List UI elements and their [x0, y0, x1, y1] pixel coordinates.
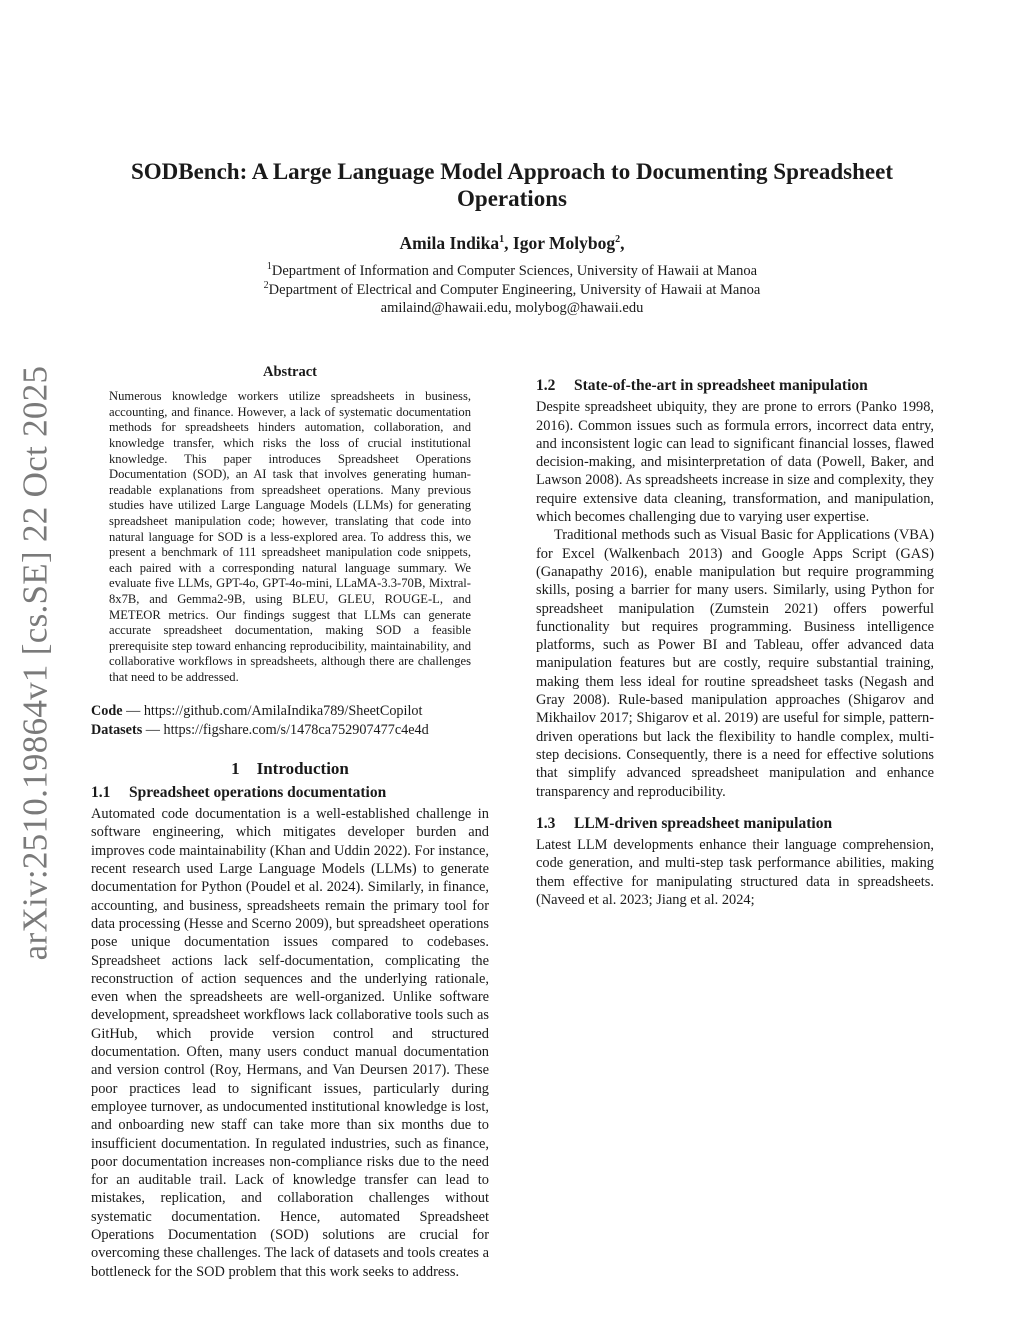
affiliation-marker: 2: [263, 279, 269, 291]
code-url[interactable]: https://github.com/AmilaIndika789/SheetCopilot: [143, 702, 423, 719]
subsection-title: Spreadsheet operations documentation: [129, 783, 387, 801]
affiliation-line: [90, 281, 934, 300]
subsection-title: LLM-driven spreadsheet manipulation: [574, 814, 833, 832]
affiliation-text: Department of Electrical and Computer Engineering, University of Hawaii at Manoa: [268, 281, 761, 298]
affiliation-marker: 1: [266, 261, 272, 273]
datasets-link-line: Datasets — https://figshare.com/s/1478ca752907477c4e4d: [91, 721, 429, 738]
sota-paragraph-2: Traditional methods such as Visual Basic for Applications (VBA) for Excel (Walkenbach 2013) and Google Apps Script (GAS) (Ganapathy 2016), enable manipulation but require programming skills, posing a barrier for many users. Similarly, using Python for spreadsheet manipulation (Zumstein 2021) offers powerful functionality but requires programming. Business intelligence platforms, such as Power BI and Tableau, offer advanced data manipulation features but are costly, require substantial training, making them less ideal for routine spreadsheet tasks (Negash and Gray 2008). Rule-based manipulation approaches (Shigarov and Mikhailov 2017; Shigarov et al. 2019) are useful for simple, pattern-driven operations but lack the flexibility to handle complex, multi-step decisions. Consequently, there is a need for effective solutions that simplify advanced spreadsheet manipulation and enhance transparency and reproducibility.: [536, 527, 934, 800]
section-title: Introduction: [256, 758, 349, 778]
subsection-number: 1.2: [536, 377, 556, 394]
affiliations: [90, 262, 934, 318]
arxiv-identifier: arXiv:2510.19864v1 [cs.SE] 22 Oct 2025: [15, 365, 55, 960]
paper-title: SODBench: A Large Language Model Approach to Documenting Spreadsheet Operations: [130, 159, 894, 211]
spacer: [536, 801, 934, 815]
left-column: [91, 363, 489, 1281]
author-name: Amila Indika: [399, 233, 500, 253]
datasets-url[interactable]: https://figshare.com/s/1478ca752907477c4e4d: [163, 721, 429, 738]
abstract-text: Numerous knowledge workers utilize spreadsheets in business, accounting, and finance. However, a lack of systematic documentation methods for spreadsheets hinders automation, collaboration, and knowledge transfer, which risks the loss of crucial institutional knowledge. This paper introduces Spreadsheet Operations Documentation (SOD), an AI task that involves generating human-readable explanations from spreadsheet operations. Many previous studies have utilized Large Language Models (LLMs) for generating spreadsheet manipulation code; however, translating that code into natural language for SOD is a less-explored area. To address this, we present a benchmark of 111 spreadsheet manipulation code snippets, each paired with a corresponding natural language summary. We evaluate five LLMs, GPT-4o, GPT-4o-mini, LLaMA-3.3-70B, Mixtral-8x7B, and Gemma2-9B, using BLEU, GLEU, ROUGE-L, and METEOR metrics. Our findings suggest that LLMs can generate accurate spreadsheet documentation, making SOD a feasible prerequisite step toward enhancing reproducibility, maintainability, and collaborative workflows in spreadsheets, although there are challenges that need to be addressed.: [109, 389, 471, 684]
affiliation-text: Department of Information and Computer Sciences, University of Hawaii at Manoa: [271, 263, 758, 279]
code-label: Code: [91, 702, 123, 719]
subsection-number: 1.1: [91, 783, 111, 801]
section-heading-introduction: [91, 760, 489, 778]
code-link-line: Code — https://github.com/AmilaIndika789/SheetCopilot: [91, 702, 423, 719]
affiliation-line: [90, 262, 934, 281]
datasets-label: Datasets: [91, 721, 143, 738]
author-affiliation-marker: 1: [499, 234, 505, 246]
spacer: [536, 363, 934, 377]
author-emails: amilaind@hawaii.edu, molybog@hawaii.edu: [380, 300, 644, 316]
author-affiliation-marker: 2: [615, 234, 621, 246]
subsection-heading-1-1: [91, 784, 489, 802]
authors: Amila Indika$^1$, Igor Molybog$^2$,: [399, 233, 625, 253]
abstract-heading: Abstract: [263, 364, 317, 380]
subsection-heading-1-2: [536, 377, 934, 395]
author-name: Igor Molybog: [512, 233, 616, 253]
right-column: [536, 363, 934, 909]
arxiv-identifier-container: [8, 365, 63, 960]
section-number: 1: [231, 758, 240, 778]
subsection-title: State-of-the-art in spreadsheet manipulation: [574, 377, 868, 394]
intro-paragraph: Automated code documentation is a well-established challenge in software engineering, which mitigates developer burden and improves code maintainability (Khan and Uddin 2022). For instance, recent research used Large Language Models (LLMs) to generate documentation for Python (Poudel et al. 2024). Similarly, in finance, accounting, and business, spreadsheets remain the primary tool for data processing (Hesse and Scerno 2009), but spreadsheet operations pose unique documentation issues compared to codebases. Spreadsheet actions lack self-documentation, complicating the reconstruction of action sequences and the underlying rationale, even when the spreadsheets are well-organized. Unlike software development, spreadsheet workflows lack collaborative tools such as GitHub, which provide version control and structured documentation. Often, many users conduct manual documentation and version control (Roy, Hermans, and Van Deursen 2017). These poor practices lead to significant issues, particularly during employee turnover, as undocumented institutional knowledge is lost, and onboarding new staff can take more than six months due to insufficient documentation. In regulated industries, such as finance, poor documentation increases non-compliance risks due to the need for an auditable trail. Lack of knowledge transfer can lead to mistakes, replication, and collaboration challenges without systematic documentation. Hence, automated Spreadsheet Operations Documentation (SOD) solutions are crucial for overcoming these challenges. The lack of datasets and tools creates a bottleneck for the SOD problem that this work seeks to address.: [91, 806, 489, 1280]
llm-paragraph: Latest LLM developments enhance their language comprehension, code generation, and multi-step task performance abilities, making them effective for manipulating structured data in spreadsheets. (Naveed et al. 2023; Jiang et al. 2024;: [536, 837, 934, 909]
subsection-heading-1-3: [536, 815, 934, 833]
subsection-number: 1.3: [536, 814, 556, 832]
sota-paragraph-1: Despite spreadsheet ubiquity, they are prone to errors (Panko 1998, 2016). Common issues such as formula errors, incorrect data entry, and inconsistent logic can lead to significant financial losses, flawed decision-making, and misinterpretation of data (Powell, Baker, and Lawson 2008). As spreadsheets increase in size and complexity, they require extensive data cleaning, transformation, and manipulation, which becomes challenging due to varying user expertise.: [536, 399, 934, 526]
